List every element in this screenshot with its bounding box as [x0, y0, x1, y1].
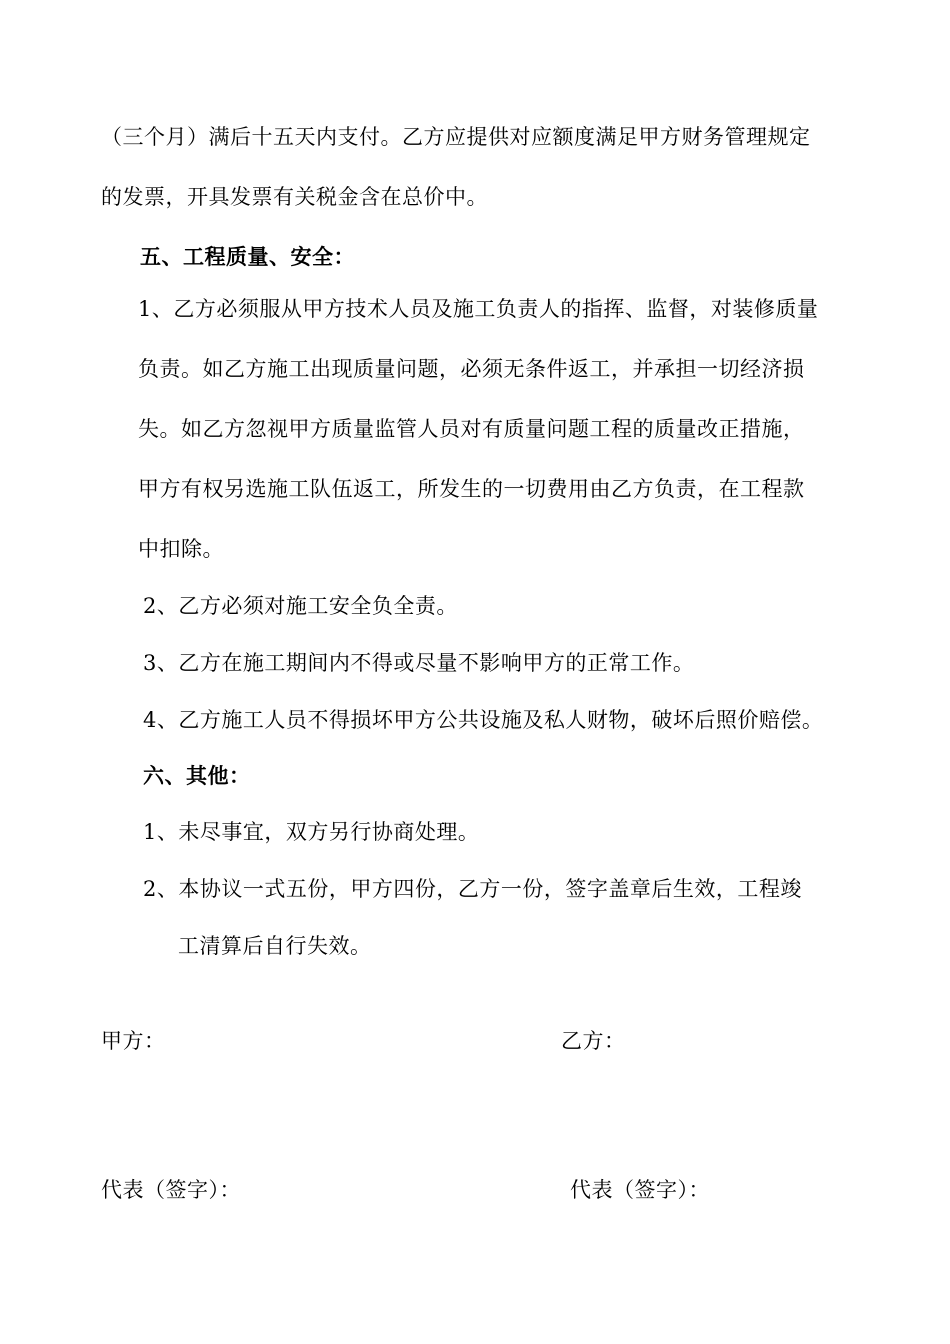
intro-line-1: （三个月）满后十五天内支付。乙方应提供对应额度满足甲方财务管理规定	[101, 125, 811, 149]
party-a-label: 甲方：	[101, 1029, 166, 1053]
section-5-item-1-line-3: 失。如乙方忽视甲方质量监管人员对有质量问题工程的质量改正措施，	[138, 417, 805, 441]
section-5-item-1-line-1: 1、乙方必须服从甲方技术人员及施工负责人的指挥、监督，对装修质量	[138, 297, 819, 321]
section-5-item-1-line-4: 甲方有权另选施工队伍返工，所发生的一切费用由乙方负责，在工程款	[138, 477, 805, 501]
section-6-item-2-line-1: 2、本协议一式五份，甲方四份，乙方一份，签字盖章后生效，工程竣	[143, 877, 802, 901]
section-5-item-4: 4、乙方施工人员不得损坏甲方公共设施及私人财物，破坏后照价赔偿。	[143, 708, 824, 732]
section-6-heading: 六、其他：	[143, 764, 251, 788]
party-b-label: 乙方：	[561, 1029, 626, 1053]
section-5-item-2: 2、乙方必须对施工安全负全责。	[143, 594, 458, 618]
section-5-item-1-line-5: 中扣除。	[138, 537, 224, 561]
party-a-representative-signature: 代表（签字）：	[101, 1178, 241, 1202]
section-5-heading: 五、工程质量、安全：	[140, 245, 355, 269]
section-6-item-2-line-2: 工清算后自行失效。	[178, 934, 372, 958]
section-5-item-1-line-2: 负责。如乙方施工出现质量问题，必须无条件返工，并承担一切经济损	[138, 357, 805, 381]
section-5-item-3: 3、乙方在施工期间内不得或尽量不影响甲方的正常工作。	[143, 651, 695, 675]
section-6-item-1: 1、未尽事宜，双方另行协商处理。	[143, 820, 480, 844]
intro-line-2: 的发票，开具发票有关税金含在总价中。	[101, 185, 488, 209]
party-b-representative-signature: 代表（签字）：	[570, 1178, 710, 1202]
